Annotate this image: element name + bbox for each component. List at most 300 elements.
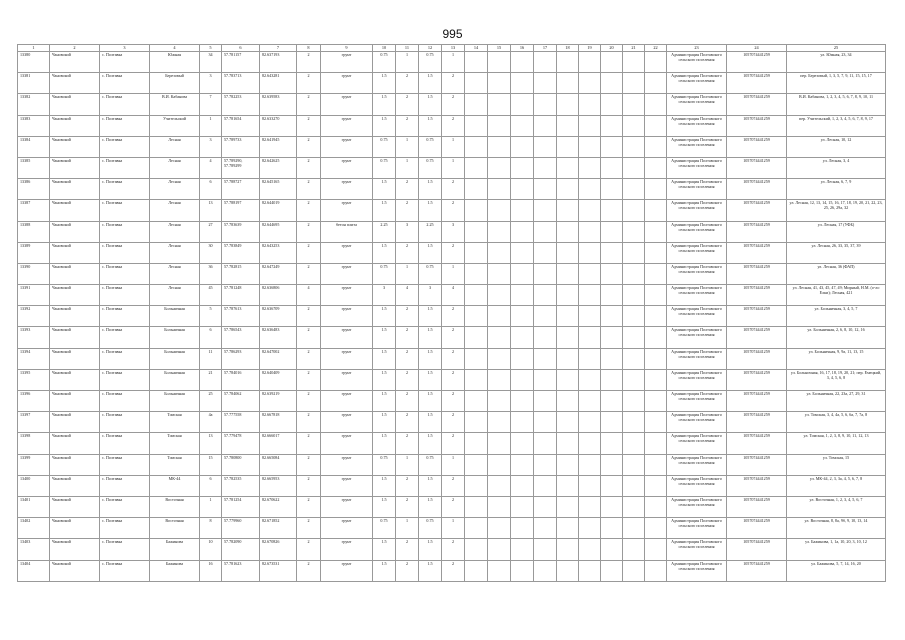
empty-cell [557, 157, 579, 178]
district-name: Чановский [50, 157, 100, 178]
table-row [18, 327, 886, 348]
record-id: 13392 [18, 306, 50, 327]
empty-cell [579, 115, 601, 136]
district-name: Чановский [50, 179, 100, 200]
house-number: 30 [200, 242, 222, 263]
ogrn-number: 1057074441259 [727, 475, 787, 496]
house-number: 36 [200, 263, 222, 284]
village-name: с. Полтавка [100, 496, 150, 517]
empty-cell [557, 200, 579, 221]
district-name: Чановский [50, 518, 100, 539]
road-width-c: 1.5 [419, 433, 442, 454]
empty-cell [534, 327, 557, 348]
street-name: Больничная [150, 369, 200, 390]
empty-cell [465, 475, 488, 496]
road-width-a: 1.5 [373, 412, 396, 433]
record-id: 13395 [18, 369, 50, 390]
village-name: с. Полтавка [100, 327, 150, 348]
empty-cell [601, 306, 623, 327]
empty-cell [579, 369, 601, 390]
longitude: 82.645165 [260, 179, 297, 200]
column-number: 11 [396, 45, 419, 52]
house-number: 45 [200, 285, 222, 306]
empty-cell [645, 200, 667, 221]
district-name: Чановский [50, 136, 100, 157]
lane-count: 2 [297, 179, 321, 200]
road-width-b: 2 [396, 433, 419, 454]
column-number: 12 [419, 45, 442, 52]
record-id: 13397 [18, 412, 50, 433]
latitude: 57.789733 [222, 136, 260, 157]
address-list: ул. Лесная, 41, 43, 45, 47, 49; Мирный, Н.М. (о-ло Елки); Лесная, 421 [787, 285, 886, 306]
column-number: 13 [442, 45, 465, 52]
empty-cell [623, 285, 645, 306]
empty-cell [645, 115, 667, 136]
empty-cell [534, 94, 557, 115]
empty-cell [601, 412, 623, 433]
longitude: 82.670622 [260, 496, 297, 517]
empty-cell [465, 369, 488, 390]
ogrn-number: 1057074441259 [727, 518, 787, 539]
empty-cell [645, 221, 667, 242]
table-row [18, 454, 886, 475]
empty-cell [579, 52, 601, 73]
road-width-a: 1.5 [373, 369, 396, 390]
administration-name: Администрация Полтавского сельского поселения [667, 306, 727, 327]
village-name: с. Полтавка [100, 94, 150, 115]
empty-cell [511, 348, 534, 369]
table-row [18, 496, 886, 517]
record-id: 13394 [18, 348, 50, 369]
road-width-c: 1.5 [419, 73, 442, 94]
road-width-d: 2 [442, 560, 465, 581]
address-list: ул. Больничная, 2, 6, 8, 10, 12, 16 [787, 327, 886, 348]
empty-cell [465, 391, 488, 412]
road-width-b: 2 [396, 115, 419, 136]
address-list: ул. Лесная, 3, 4 [787, 157, 886, 178]
empty-cell [465, 94, 488, 115]
empty-cell [534, 412, 557, 433]
empty-cell [465, 136, 488, 157]
empty-cell [465, 221, 488, 242]
surface-type: грунт [321, 496, 373, 517]
road-width-c: 0.75 [419, 263, 442, 284]
road-width-a: 1.5 [373, 73, 396, 94]
empty-cell [465, 242, 488, 263]
road-width-d: 2 [442, 94, 465, 115]
road-width-c: 1.5 [419, 115, 442, 136]
address-list: ул. Томская, 1, 2, 3, 8, 9, 10, 11, 12, 13 [787, 433, 886, 454]
road-width-c: 1.5 [419, 242, 442, 263]
village-name: с. Полтавка [100, 348, 150, 369]
empty-cell [465, 306, 488, 327]
empty-cell [645, 94, 667, 115]
road-width-b: 2 [396, 306, 419, 327]
table-row [18, 115, 886, 136]
table-body [18, 45, 886, 582]
address-list: ул. Лесная, 10, 12 [787, 136, 886, 157]
road-width-a: 1.5 [373, 391, 396, 412]
empty-cell [623, 242, 645, 263]
road-width-a: 1.5 [373, 433, 396, 454]
table-row [18, 560, 886, 581]
record-id: 13403 [18, 539, 50, 560]
road-width-d: 4 [442, 285, 465, 306]
empty-cell [623, 475, 645, 496]
street-name: Томская [150, 412, 200, 433]
empty-cell [465, 560, 488, 581]
road-width-a: 0.75 [373, 518, 396, 539]
road-width-d: 2 [442, 306, 465, 327]
empty-cell [579, 179, 601, 200]
record-id: 13399 [18, 454, 50, 475]
longitude: 82.637193 [260, 52, 297, 73]
empty-cell [488, 115, 511, 136]
village-name: с. Полтавка [100, 560, 150, 581]
road-width-a: 1.5 [373, 327, 396, 348]
empty-cell [645, 73, 667, 94]
district-name: Чановский [50, 348, 100, 369]
latitude: 57.784062 [222, 391, 260, 412]
house-number: 6 [200, 179, 222, 200]
district-name: Чановский [50, 539, 100, 560]
surface-type: грунт [321, 539, 373, 560]
empty-cell [623, 73, 645, 94]
village-name: с. Полтавка [100, 518, 150, 539]
administration-name: Администрация Полтавского сельского поселения [667, 94, 727, 115]
empty-cell [557, 242, 579, 263]
road-width-b: 1 [396, 263, 419, 284]
empty-cell [623, 221, 645, 242]
lane-count: 2 [297, 263, 321, 284]
road-width-c: 2.25 [419, 221, 442, 242]
empty-cell [601, 369, 623, 390]
road-width-a: 1.5 [373, 348, 396, 369]
road-width-d: 2 [442, 115, 465, 136]
empty-cell [488, 73, 511, 94]
road-width-a: 0.75 [373, 454, 396, 475]
empty-cell [488, 221, 511, 242]
administration-name: Администрация Полтавского сельского поселения [667, 391, 727, 412]
record-id: 13396 [18, 391, 50, 412]
column-number-row [18, 45, 886, 52]
column-number: 8 [297, 45, 321, 52]
village-name: с. Полтавка [100, 179, 150, 200]
empty-cell [465, 539, 488, 560]
empty-cell [579, 136, 601, 157]
record-id: 13384 [18, 136, 50, 157]
administration-name: Администрация Полтавского сельского поселения [667, 560, 727, 581]
latitude: 57.788197 [222, 200, 260, 221]
latitude: 57.789290, 57.789299 [222, 157, 260, 178]
street-name: Лесная [150, 263, 200, 284]
table-row [18, 412, 886, 433]
house-number: 21 [200, 369, 222, 390]
road-width-d: 2 [442, 539, 465, 560]
column-number: 4 [150, 45, 200, 52]
district-name: Чановский [50, 496, 100, 517]
village-name: с. Полтавка [100, 539, 150, 560]
surface-type: грунт [321, 263, 373, 284]
latitude: 57.782253 [222, 94, 260, 115]
address-list: ул. Лесная, 6, 7, 9 [787, 179, 886, 200]
empty-cell [579, 348, 601, 369]
road-width-c: 0.75 [419, 157, 442, 178]
empty-cell [488, 369, 511, 390]
house-number: 8 [200, 518, 222, 539]
latitude: 57.783639 [222, 221, 260, 242]
street-name: Томская [150, 433, 200, 454]
empty-cell [579, 285, 601, 306]
house-number: 5 [200, 306, 222, 327]
road-width-c: 1.5 [419, 475, 442, 496]
empty-cell [488, 518, 511, 539]
empty-cell [488, 94, 511, 115]
empty-cell [465, 263, 488, 284]
empty-cell [511, 221, 534, 242]
column-number: 5 [200, 45, 222, 52]
road-width-d: 2 [442, 369, 465, 390]
village-name: с. Полтавка [100, 306, 150, 327]
house-number: 34 [200, 52, 222, 73]
empty-cell [645, 157, 667, 178]
longitude: 82.665084 [260, 454, 297, 475]
street-name: Лесная [150, 221, 200, 242]
empty-cell [534, 242, 557, 263]
empty-cell [601, 52, 623, 73]
empty-cell [601, 136, 623, 157]
village-name: с. Полтавка [100, 200, 150, 221]
empty-cell [601, 115, 623, 136]
longitude: 82.644019 [260, 200, 297, 221]
house-number: 4 [200, 157, 222, 178]
empty-cell [601, 94, 623, 115]
empty-cell [511, 242, 534, 263]
longitude: 82.644695 [260, 221, 297, 242]
road-registry-table [17, 44, 886, 582]
empty-cell [534, 454, 557, 475]
longitude: 82.643281 [260, 73, 297, 94]
record-id: 13401 [18, 496, 50, 517]
empty-cell [645, 369, 667, 390]
table-row [18, 285, 886, 306]
administration-name: Администрация Полтавского сельского поселения [667, 433, 727, 454]
empty-cell [534, 136, 557, 157]
village-name: с. Полтавка [100, 73, 150, 94]
latitude: 57.777558 [222, 412, 260, 433]
village-name: с. Полтавка [100, 369, 150, 390]
surface-type: грунт [321, 391, 373, 412]
road-width-d: 2 [442, 200, 465, 221]
table-row [18, 306, 886, 327]
record-id: 13387 [18, 200, 50, 221]
ogrn-number: 1057074441259 [727, 327, 787, 348]
road-width-c: 1.5 [419, 560, 442, 581]
street-name: Бажинова [150, 539, 200, 560]
ogrn-number: 1057074441259 [727, 391, 787, 412]
road-width-b: 2 [396, 475, 419, 496]
village-name: с. Полтавка [100, 285, 150, 306]
empty-cell [511, 263, 534, 284]
empty-cell [557, 115, 579, 136]
street-name: Лесная [150, 179, 200, 200]
street-name: Южная [150, 52, 200, 73]
lane-count: 2 [297, 391, 321, 412]
village-name: с. Полтавка [100, 136, 150, 157]
longitude: 82.673531 [260, 560, 297, 581]
column-number: 18 [557, 45, 579, 52]
empty-cell [511, 52, 534, 73]
address-list: ул. Больничная, 9, 9а, 11, 13, 15 [787, 348, 886, 369]
latitude: 57.779478 [222, 433, 260, 454]
administration-name: Администрация Полтавского сельского поселения [667, 475, 727, 496]
empty-cell [557, 221, 579, 242]
table-row [18, 73, 886, 94]
empty-cell [645, 285, 667, 306]
lane-count: 2 [297, 115, 321, 136]
empty-cell [645, 242, 667, 263]
house-number: 11 [200, 348, 222, 369]
column-number: 7 [260, 45, 297, 52]
empty-cell [623, 94, 645, 115]
lane-count: 2 [297, 348, 321, 369]
district-name: Чановский [50, 433, 100, 454]
column-number: 14 [465, 45, 488, 52]
ogrn-number: 1057074441259 [727, 263, 787, 284]
empty-cell [601, 539, 623, 560]
house-number: 6 [200, 327, 222, 348]
empty-cell [645, 496, 667, 517]
empty-cell [645, 518, 667, 539]
road-width-a: 1.5 [373, 539, 396, 560]
road-width-a: 0.75 [373, 157, 396, 178]
house-number: 1 [200, 115, 222, 136]
house-number: 16 [200, 560, 222, 581]
record-id: 13386 [18, 179, 50, 200]
table-row [18, 518, 886, 539]
district-name: Чановский [50, 94, 100, 115]
empty-cell [511, 285, 534, 306]
house-number: 6 [200, 475, 222, 496]
empty-cell [465, 454, 488, 475]
empty-cell [511, 475, 534, 496]
empty-cell [579, 157, 601, 178]
district-name: Чановский [50, 242, 100, 263]
house-number: 4а [200, 412, 222, 433]
surface-type: грунт [321, 285, 373, 306]
road-width-b: 2 [396, 200, 419, 221]
empty-cell [601, 391, 623, 412]
longitude: 82.639219 [260, 391, 297, 412]
district-name: Чановский [50, 327, 100, 348]
empty-cell [601, 560, 623, 581]
surface-type: грунт [321, 94, 373, 115]
empty-cell [557, 136, 579, 157]
administration-name: Администрация Полтавского сельского поселения [667, 115, 727, 136]
street-name: Больничная [150, 327, 200, 348]
empty-cell [534, 73, 557, 94]
street-name: Лесная [150, 157, 200, 178]
empty-cell [645, 391, 667, 412]
administration-name: Администрация Полтавского сельского поселения [667, 496, 727, 517]
empty-cell [557, 454, 579, 475]
empty-cell [557, 412, 579, 433]
table-row [18, 263, 886, 284]
district-name: Чановский [50, 369, 100, 390]
record-id: 13382 [18, 94, 50, 115]
table-row [18, 475, 886, 496]
latitude: 57.782535 [222, 475, 260, 496]
administration-name: Администрация Полтавского сельского поселения [667, 242, 727, 263]
address-list: ул. Больничная, 3, 4, 5, 7 [787, 306, 886, 327]
road-width-c: 1.5 [419, 200, 442, 221]
empty-cell [557, 496, 579, 517]
district-name: Чановский [50, 475, 100, 496]
longitude: 82.643253 [260, 242, 297, 263]
empty-cell [511, 433, 534, 454]
empty-cell [534, 179, 557, 200]
administration-name: Администрация Полтавского сельского поселения [667, 285, 727, 306]
empty-cell [511, 136, 534, 157]
empty-cell [601, 475, 623, 496]
empty-cell [645, 348, 667, 369]
road-width-c: 1.5 [419, 539, 442, 560]
road-width-d: 2 [442, 327, 465, 348]
empty-cell [488, 539, 511, 560]
empty-cell [511, 369, 534, 390]
ogrn-number: 1057074441259 [727, 73, 787, 94]
house-number: 13 [200, 433, 222, 454]
column-number: 9 [321, 45, 373, 52]
longitude: 82.647249 [260, 263, 297, 284]
empty-cell [465, 157, 488, 178]
ogrn-number: 1057074441259 [727, 348, 787, 369]
longitude: 82.666017 [260, 433, 297, 454]
empty-cell [534, 560, 557, 581]
empty-cell [645, 433, 667, 454]
longitude: 82.636709 [260, 306, 297, 327]
empty-cell [623, 348, 645, 369]
administration-name: Администрация Полтавского сельского поселения [667, 412, 727, 433]
empty-cell [534, 496, 557, 517]
empty-cell [557, 391, 579, 412]
road-width-b: 1 [396, 157, 419, 178]
house-number: 1 [200, 496, 222, 517]
road-width-b: 2 [396, 73, 419, 94]
road-width-c: 1.5 [419, 496, 442, 517]
road-width-d: 2 [442, 496, 465, 517]
road-width-b: 1 [396, 136, 419, 157]
empty-cell [645, 263, 667, 284]
empty-cell [601, 73, 623, 94]
empty-cell [488, 157, 511, 178]
lane-count: 2 [297, 306, 321, 327]
longitude: 82.641945 [260, 136, 297, 157]
village-name: с. Полтавка [100, 242, 150, 263]
street-name: Больничная [150, 348, 200, 369]
table-row [18, 94, 886, 115]
address-list: ул. Лесная, 17 (УФБ) [787, 221, 886, 242]
road-width-b: 2 [396, 348, 419, 369]
ogrn-number: 1057074441259 [727, 454, 787, 475]
empty-cell [534, 221, 557, 242]
empty-cell [623, 52, 645, 73]
empty-cell [601, 242, 623, 263]
surface-type: грунт [321, 306, 373, 327]
street-name: Больничная [150, 391, 200, 412]
administration-name: Администрация Полтавского сельского поселения [667, 136, 727, 157]
empty-cell [534, 391, 557, 412]
